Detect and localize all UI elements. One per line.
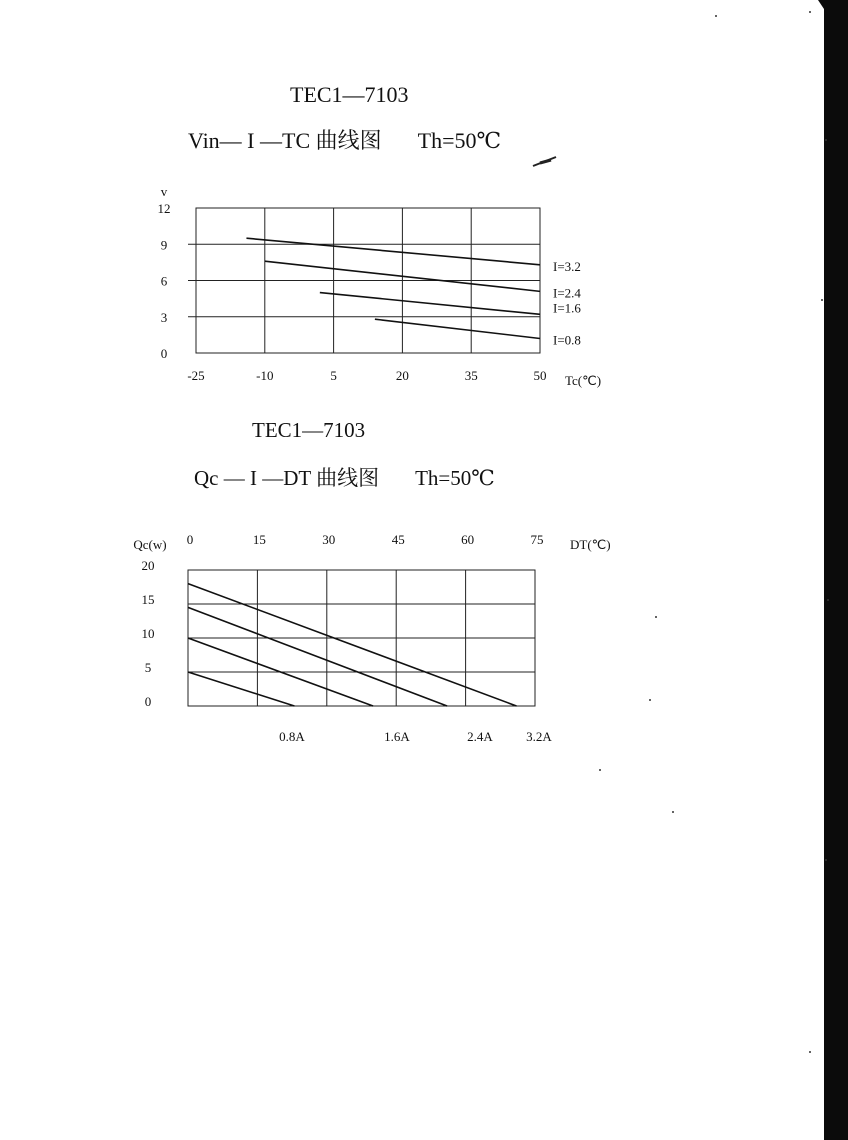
chart1-y-tick-label: 3 bbox=[160, 309, 168, 325]
chart1-series-label: I=0.8 bbox=[553, 332, 581, 348]
chart2-y-tick-label: 20 bbox=[141, 558, 155, 573]
scan-speck bbox=[827, 599, 829, 601]
chart1-title: TEC1—7103 bbox=[290, 82, 409, 107]
chart1-x-tick-label: -10 bbox=[256, 368, 274, 383]
chart2-x-tick-label: 30 bbox=[322, 532, 336, 547]
chart2-title: TEC1—7103 bbox=[252, 418, 366, 442]
chart1-series-label: I=1.6 bbox=[553, 300, 581, 316]
chart1-series-label: I=2.4 bbox=[553, 285, 581, 301]
chart1-x-tick-label: 5 bbox=[330, 368, 337, 383]
chart1-x-tick-label: 20 bbox=[395, 368, 409, 383]
chart1-x-axis-label: Tc(℃) bbox=[565, 373, 602, 388]
chart2-x-axis-label: DT(℃) bbox=[570, 537, 611, 552]
chart1-x-tick-label: 50 bbox=[533, 368, 547, 383]
chart1-x-tick-label: -25 bbox=[187, 368, 205, 383]
chart2-x-tick-label: 60 bbox=[461, 532, 475, 547]
chart2-y-tick-label: 15 bbox=[141, 592, 155, 607]
chart1-y-tick-label: 9 bbox=[160, 237, 168, 253]
chart2-series-label: 1.6A bbox=[384, 729, 410, 744]
chart2-series-label: 2.4A bbox=[467, 729, 493, 744]
chart2-y-tick-label: 10 bbox=[141, 626, 155, 641]
chart2-y-tick-label: 0 bbox=[144, 694, 152, 709]
chart-vin-vs-tc bbox=[158, 184, 602, 388]
chart2-x-tick-label: 0 bbox=[186, 532, 194, 547]
scan-speck bbox=[825, 859, 827, 861]
scan-speck bbox=[599, 769, 601, 771]
chart2-x-tick-label: 75 bbox=[530, 532, 544, 547]
chart2-y-tick-label: 5 bbox=[144, 660, 152, 675]
scan-speck bbox=[655, 616, 657, 618]
chart2-subtitle-text: Qc — I —DT 曲线图 bbox=[194, 466, 380, 490]
scan-speck bbox=[809, 1051, 811, 1053]
chart2-x-tick-label: 15 bbox=[252, 532, 266, 547]
chart1-series-line bbox=[375, 319, 540, 338]
chart1-subtitle-text: Vin— I —TC 曲线图 bbox=[188, 128, 382, 153]
chart1-y-tick-label: 6 bbox=[160, 273, 168, 289]
pen-scribble bbox=[533, 157, 556, 166]
chart1-series-label: I=3.2 bbox=[553, 258, 581, 274]
chart1-y-axis-label: v bbox=[160, 184, 168, 199]
scan-speck bbox=[715, 15, 717, 17]
chart1-th-label: Th=50℃ bbox=[417, 128, 502, 153]
chart1-series-line bbox=[320, 293, 540, 315]
scan-speck bbox=[809, 11, 811, 13]
chart1-y-tick-label: 12 bbox=[157, 201, 171, 216]
scan-speck bbox=[649, 699, 651, 701]
scan-speck bbox=[672, 811, 674, 813]
chart1-series-line bbox=[246, 238, 540, 265]
scan-speck bbox=[825, 139, 827, 141]
scan-speck bbox=[821, 299, 823, 301]
chart2-th-label: Th=50℃ bbox=[415, 466, 495, 490]
chart2-y-axis-label: Qc(w) bbox=[133, 537, 167, 552]
chart1-y-tick-label: 0 bbox=[160, 346, 168, 361]
chart2-series-line bbox=[188, 672, 294, 706]
chart2-series-label: 3.2A bbox=[526, 729, 552, 744]
chart2-series-label: 0.8A bbox=[279, 729, 305, 744]
chart1-x-tick-label: 35 bbox=[464, 368, 478, 383]
chart-qc-vs-dt bbox=[133, 532, 610, 744]
chart2-series-line bbox=[188, 607, 447, 706]
chart2-x-tick-label: 45 bbox=[391, 532, 405, 547]
